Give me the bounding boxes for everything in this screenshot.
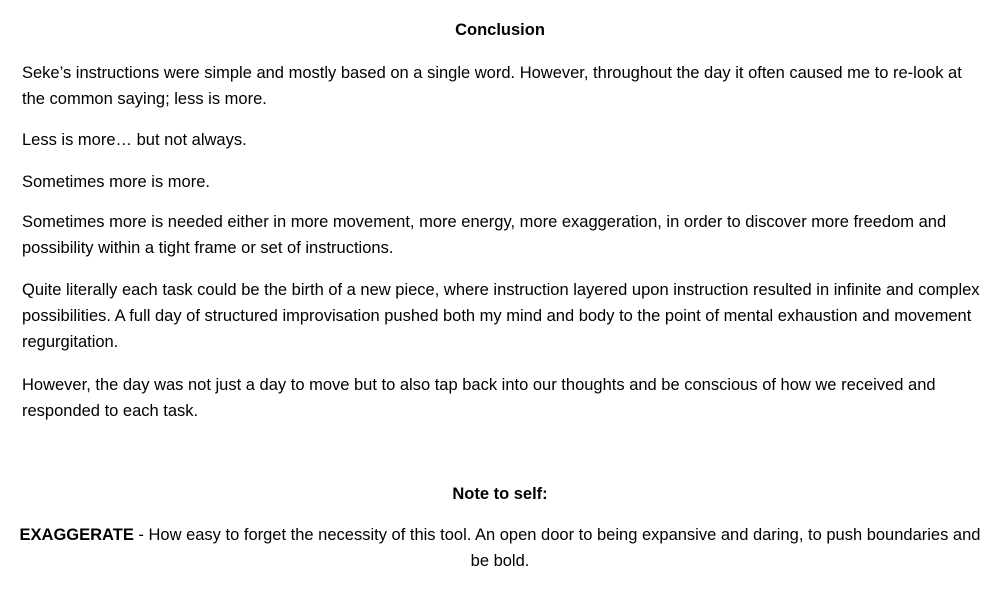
note-heading: Note to self: bbox=[452, 485, 548, 503]
paragraph-2: Less is more… but not always. bbox=[22, 131, 247, 149]
note-keyword: EXAGGERATE bbox=[19, 526, 134, 544]
paragraph-6: However, the day was not just a day to move but to also tap back into our thoughts and be conscious of how we received and responded to each task. bbox=[22, 376, 936, 420]
note-paragraph bbox=[0, 522, 1000, 574]
paragraph-1: Seke’s instructions were simple and mostly based on a single word. However, throughout the day it often caused me to re-look at the common saying; less is more. bbox=[22, 64, 962, 108]
paragraph-5: Quite literally each task could be the birth of a new piece, where instruction layered upon instruction resulted in infinite and complex possibilities. A full day of structured improvisation pushed both my mind and body to the point of mental exhaustion and movement regurgitation. bbox=[22, 281, 980, 351]
paragraph-3: Sometimes more is more. bbox=[22, 173, 210, 191]
paragraph-4: Sometimes more is needed either in more movement, more energy, more exaggeration, in order to discover more freedom and possibility within a tight frame or set of instructions. bbox=[22, 213, 947, 257]
note-text: - How easy to forget the necessity of this tool. An open door to being expansive and daring, to push boundaries and be bold. bbox=[133, 526, 981, 570]
conclusion-heading: Conclusion bbox=[455, 21, 545, 39]
